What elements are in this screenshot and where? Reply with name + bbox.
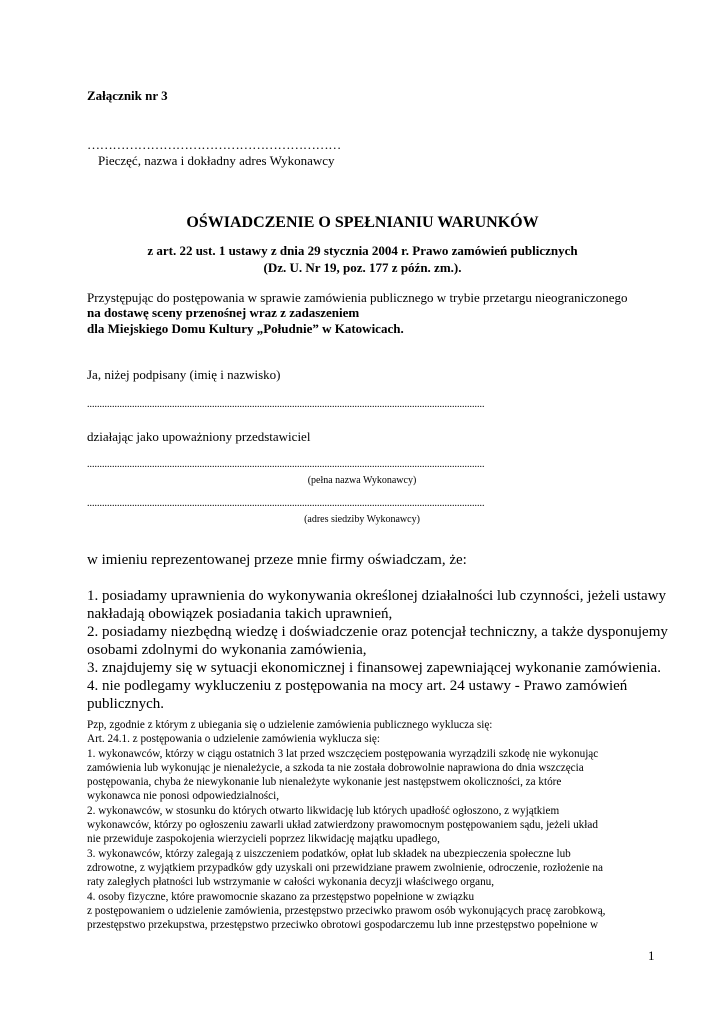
company-address-field[interactable]: ............................................................................................................................................................... — [87, 498, 485, 509]
stamp-label: Pieczęć, nazwa i dokładny adres Wykonawcy — [98, 153, 335, 168]
law-line: 4. osoby fizyczne, które prawomocnie skazano za przestępstwo popełnione w związku — [87, 890, 475, 903]
declaration-line: 2. posiadamy niezbędną wiedzę i doświadczenie oraz potencjał techniczny, a także dysponujemy — [87, 624, 668, 640]
law-line: postępowania, chyba że niewykonanie lub nienależyte wykonanie jest następstwem okoliczności, za które — [87, 776, 562, 789]
document-subtitle-1: z art. 22 ust. 1 ustawy z dnia 29 stycznia 2004 r. Prawo zamówień publicznych — [147, 243, 578, 258]
stamp-dots: …………………………………………………… — [87, 137, 342, 152]
declaration-lead: w imieniu reprezentowanej przeze mnie firmy oświadczam, że: — [87, 552, 467, 568]
intro-line-1: Przystępując do postępowania w sprawie zamówienia publicznego w trybie przetargu nieograniczonego — [87, 290, 628, 305]
signer-label: Ja, niżej podpisany (imię i nazwisko) — [87, 367, 281, 382]
document-subtitle-2: (Dz. U. Nr 19, poz. 177 z późn. zm.). — [263, 260, 462, 275]
acting-label: działając jako upoważniony przedstawiciel — [87, 429, 311, 444]
company-address-caption: (adres siedziby Wykonawcy) — [304, 514, 420, 525]
law-line: z postępowaniem o udzielenie zamówienia, przestępstwo przeciwko prawom osób wykonujących pracę zarobkową, — [87, 904, 606, 917]
attachment-label: Załącznik nr 3 — [87, 88, 168, 103]
law-line: 1. wykonawców, którzy w ciągu ostatnich 3 lat przed wszczęciem postępowania wyrządzili szkodę nie wykonując — [87, 747, 599, 760]
law-line: 2. wykonawców, w stosunku do których otwarto likwidację lub których upadłość ogłoszono, z wyjątkiem — [87, 804, 560, 817]
law-excerpt — [87, 718, 657, 932]
company-name-caption: (pełna nazwa Wykonawcy) — [307, 475, 417, 486]
declaration-line: publicznych. — [87, 696, 165, 712]
company-name-field[interactable]: ............................................................................................................................................................... — [87, 459, 485, 470]
intro-line-2: na dostawę sceny przenośnej wraz z zadaszeniem — [87, 305, 360, 320]
signer-name-field[interactable]: ............................................................................................................................................................... — [87, 399, 485, 410]
declaration-line: osobami zdolnymi do wykonania zamówienia, — [87, 642, 367, 658]
law-line: zamówienia lub wykonując je nienależycie, a szkoda ta nie została dobrowolnie naprawiona do dnia wszczęcia — [87, 761, 584, 774]
declaration-line: 1. posiadamy uprawnienia do wykonywania określonej działalności lub czynności, jeżeli ustawy — [87, 588, 667, 604]
declaration-line: 3. znajdujemy się w sytuacji ekonomicznej i finansowej zapewniającej wykonanie zamówienia. — [87, 660, 661, 676]
law-line: Pzp, zgodnie z którym z ubiegania się o udzielenie zamówienia publicznego wyklucza się: — [87, 719, 493, 731]
declaration-line: nakładają obowiązek posiadania takich uprawnień, — [87, 606, 393, 622]
page-number: 1 — [648, 948, 655, 963]
document-title: OŚWIADCZENIE O SPEŁNIANIU WARUNKÓW — [186, 214, 539, 231]
law-line: raty zaległych płatności lub wstrzymanie w całości wykonania decyzji właściwego organu, — [87, 876, 495, 889]
law-line: zdrowotne, z wyjątkiem przypadków gdy uzyskali oni przewidziane prawem zwolnienie, odroczenie, rozłożenie na — [87, 861, 603, 874]
law-line: wykonawca nie ponosi odpowiedzialności, — [87, 790, 280, 803]
declaration-line: 4. nie podlegamy wykluczeniu z postępowania na mocy art. 24 ustawy - Prawo zamówień — [87, 678, 628, 694]
law-line: 3. wykonawców, którzy zalegają z uiszczeniem podatków, opłat lub składek na ubezpieczenia społeczne lub — [87, 847, 571, 860]
law-line: przestępstwo przekupstwa, przestępstwo przeciwko obrotowi gospodarczemu lub inne przestępstwo popełnione w — [87, 919, 599, 932]
declaration-list — [87, 587, 668, 713]
law-line: wykonawców, którzy po ogłoszeniu zawarli układ zatwierdzony prawomocnym postępowaniem sądu, jeżeli układ — [87, 819, 598, 832]
intro-line-3: dla Miejskiego Domu Kultury „Południe” w Katowicach. — [87, 321, 404, 336]
law-line: Art. 24.1. z postępowania o udzielenie zamówienia wyklucza się: — [87, 733, 380, 746]
law-line: nie przewiduje zaspokojenia wierzycieli poprzez likwidację majątku upadłego, — [87, 833, 440, 846]
